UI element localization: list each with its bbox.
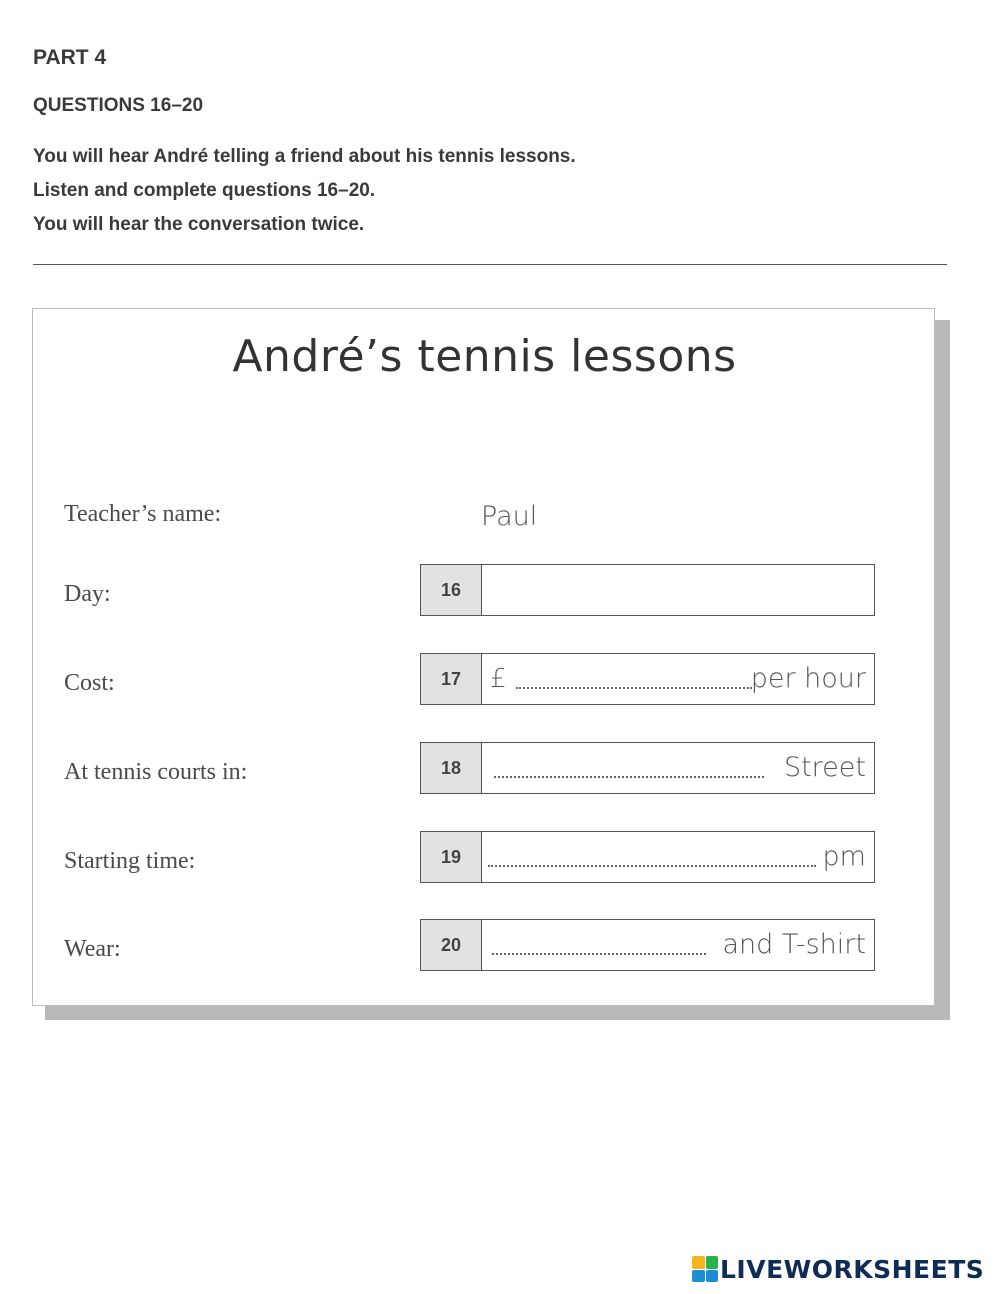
answer-17-field[interactable]	[482, 654, 874, 704]
logo-text: LIVEWORKSHEETS	[720, 1254, 985, 1284]
dotted-line	[516, 687, 752, 689]
answer-suffix: Street	[783, 752, 866, 783]
part-heading: PART 4	[33, 46, 107, 69]
logo-square	[706, 1256, 719, 1269]
form-card	[32, 308, 935, 1006]
logo-square	[692, 1256, 705, 1269]
question-16-box	[420, 564, 875, 616]
question-20-box	[420, 919, 875, 971]
question-number: 18	[421, 743, 482, 793]
dotted-line	[488, 865, 816, 867]
logo-square	[692, 1270, 705, 1283]
cost-label: Cost:	[64, 670, 115, 696]
answer-16-field[interactable]	[482, 565, 874, 615]
day-label: Day:	[64, 581, 111, 607]
divider	[33, 264, 947, 265]
question-number: 16	[421, 565, 482, 615]
answer-19-field[interactable]	[482, 832, 874, 882]
liveworksheets-logo	[692, 1254, 984, 1284]
courts-label: At tennis courts in:	[64, 759, 248, 785]
question-19-box	[420, 831, 875, 883]
logo-square	[706, 1270, 719, 1283]
answer-suffix: per hour	[750, 663, 866, 694]
pound-prefix: £	[490, 664, 507, 694]
dotted-line	[492, 953, 706, 955]
answer-20-field[interactable]	[482, 920, 874, 970]
instruction-line: You will hear André telling a friend about his tennis lessons.	[33, 146, 576, 167]
answer-suffix: pm	[822, 841, 866, 872]
instruction-line: Listen and complete questions 16–20.	[33, 180, 376, 201]
instruction-line: You will hear the conversation twice.	[33, 214, 365, 235]
question-18-box	[420, 742, 875, 794]
dotted-line	[494, 776, 764, 778]
answer-suffix: and T-shirt	[722, 929, 866, 960]
form-title: André’s tennis lessons	[232, 331, 737, 382]
question-number: 17	[421, 654, 482, 704]
start-time-label: Starting time:	[64, 848, 196, 874]
question-number: 20	[421, 920, 482, 970]
questions-heading: QUESTIONS 16–20	[33, 95, 204, 116]
teacher-label: Teacher’s name:	[64, 501, 222, 527]
answer-18-field[interactable]	[482, 743, 874, 793]
logo-mark-icon	[692, 1256, 718, 1282]
question-number: 19	[421, 832, 482, 882]
teacher-value: Paul	[481, 501, 538, 532]
question-17-box	[420, 653, 875, 705]
wear-label: Wear:	[64, 936, 121, 962]
